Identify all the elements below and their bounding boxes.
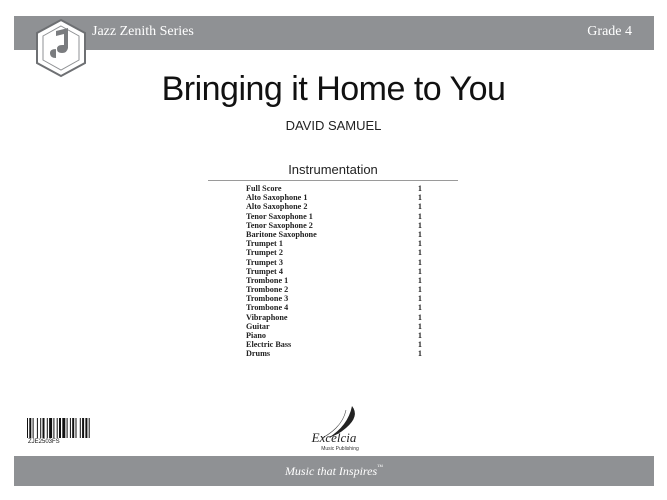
barcode-bar bbox=[33, 418, 34, 438]
barcode-bar bbox=[57, 418, 58, 438]
instrument-row bbox=[246, 248, 422, 257]
instrument-name: Alto Saxophone 1 bbox=[246, 193, 308, 203]
instrument-quantity: 1 bbox=[417, 266, 422, 276]
instrument-quantity: 1 bbox=[417, 285, 422, 295]
instrument-quantity: 1 bbox=[417, 321, 422, 331]
piece-title: Bringing it Home to You bbox=[161, 70, 506, 108]
trademark-mark: ™ bbox=[377, 464, 384, 471]
instrument-row bbox=[246, 285, 422, 294]
instrument-row bbox=[246, 276, 422, 285]
instrumentation-heading: Instrumentation bbox=[288, 162, 378, 177]
instrument-quantity: 1 bbox=[417, 248, 422, 258]
barcode-bar bbox=[37, 418, 38, 438]
barcode-bar bbox=[47, 418, 48, 438]
series-header-bar bbox=[14, 16, 654, 50]
instrument-quantity: 1 bbox=[417, 340, 422, 350]
instrument-quantity: 1 bbox=[417, 202, 422, 212]
instrument-quantity: 1 bbox=[417, 275, 422, 285]
barcode-bar bbox=[62, 418, 65, 438]
grade-level: Grade 4 bbox=[587, 24, 632, 39]
instrument-quantity: 1 bbox=[417, 312, 422, 322]
instrument-name: Electric Bass bbox=[246, 340, 292, 350]
barcode bbox=[27, 418, 115, 438]
instrument-quantity: 1 bbox=[417, 349, 422, 359]
instrument-row bbox=[246, 239, 422, 248]
barcode-bar bbox=[89, 418, 90, 438]
barcode-bar bbox=[85, 418, 87, 438]
instrument-name: Baritone Saxophone bbox=[246, 229, 317, 239]
publisher-logo bbox=[294, 402, 374, 454]
instrument-row bbox=[246, 258, 422, 267]
barcode-bar bbox=[80, 418, 81, 438]
barcode-bar bbox=[76, 418, 77, 438]
instrument-quantity: 1 bbox=[417, 184, 422, 193]
instrument-name: Alto Saxophone 2 bbox=[246, 202, 308, 212]
instrument-name: Trombone 3 bbox=[246, 294, 289, 304]
composer-name: DAVID SAMUEL bbox=[285, 118, 382, 133]
footer-tagline: Music that Inspires bbox=[284, 464, 378, 478]
instrument-name: Vibraphone bbox=[246, 312, 288, 322]
publisher-subtitle: Music Publishing bbox=[321, 446, 359, 452]
heading-divider bbox=[208, 180, 458, 181]
barcode-bar bbox=[53, 418, 54, 438]
barcode-bar bbox=[29, 418, 31, 438]
instrument-quantity: 1 bbox=[417, 257, 422, 267]
barcode-bar bbox=[49, 418, 52, 438]
instrument-quantity: 1 bbox=[417, 220, 422, 230]
barcode-bar bbox=[70, 418, 71, 438]
instrument-row bbox=[246, 349, 422, 358]
instrument-row bbox=[246, 340, 422, 349]
barcode-number: ZJE2503FS bbox=[28, 439, 60, 445]
barcode-bar bbox=[72, 418, 74, 438]
instrument-quantity: 1 bbox=[417, 211, 422, 221]
instrument-name: Piano bbox=[246, 331, 267, 340]
series-name: Jazz Zenith Series bbox=[92, 24, 194, 39]
instrument-quantity: 1 bbox=[417, 303, 422, 313]
instrument-row bbox=[246, 331, 422, 340]
instrument-row bbox=[246, 313, 422, 322]
instrument-row bbox=[246, 212, 422, 221]
instrument-row bbox=[246, 267, 422, 276]
instrument-name: Guitar bbox=[246, 321, 270, 331]
barcode-bar bbox=[40, 418, 41, 438]
instrument-quantity: 1 bbox=[417, 331, 422, 340]
instrument-row bbox=[246, 303, 422, 312]
instrument-name: Trumpet 2 bbox=[246, 248, 283, 258]
instrument-name: Trombone 1 bbox=[246, 275, 289, 285]
instrument-row bbox=[246, 322, 422, 331]
barcode-bar bbox=[27, 418, 28, 438]
instrument-quantity: 1 bbox=[417, 294, 422, 304]
barcode-bar bbox=[82, 418, 84, 438]
instrument-name: Drums bbox=[246, 349, 271, 359]
footer-bar bbox=[14, 456, 654, 486]
instrument-name: Full Score bbox=[246, 184, 282, 193]
instrument-row bbox=[246, 184, 422, 193]
publisher-name: Excelcia bbox=[311, 430, 357, 445]
instrument-row bbox=[246, 221, 422, 230]
instrument-name: Trombone 2 bbox=[246, 285, 289, 295]
barcode-bar bbox=[59, 418, 61, 438]
instrument-name: Trumpet 1 bbox=[246, 239, 283, 249]
barcode-bar bbox=[67, 418, 68, 438]
instrument-name: Tenor Saxophone 1 bbox=[246, 211, 313, 221]
instrument-quantity: 1 bbox=[417, 193, 422, 203]
instrumentation-list bbox=[246, 184, 422, 359]
instrument-quantity: 1 bbox=[417, 229, 422, 239]
series-logo-icon bbox=[34, 18, 88, 78]
instrument-row bbox=[246, 294, 422, 303]
instrument-name: Tenor Saxophone 2 bbox=[246, 220, 313, 230]
instrument-name: Trombone 4 bbox=[246, 303, 289, 313]
instrument-row bbox=[246, 193, 422, 202]
instrument-name: Trumpet 4 bbox=[246, 266, 283, 276]
instrument-quantity: 1 bbox=[417, 239, 422, 249]
instrument-name: Trumpet 3 bbox=[246, 257, 283, 267]
barcode-bar bbox=[43, 418, 45, 438]
instrument-row bbox=[246, 202, 422, 211]
instrument-row bbox=[246, 230, 422, 239]
